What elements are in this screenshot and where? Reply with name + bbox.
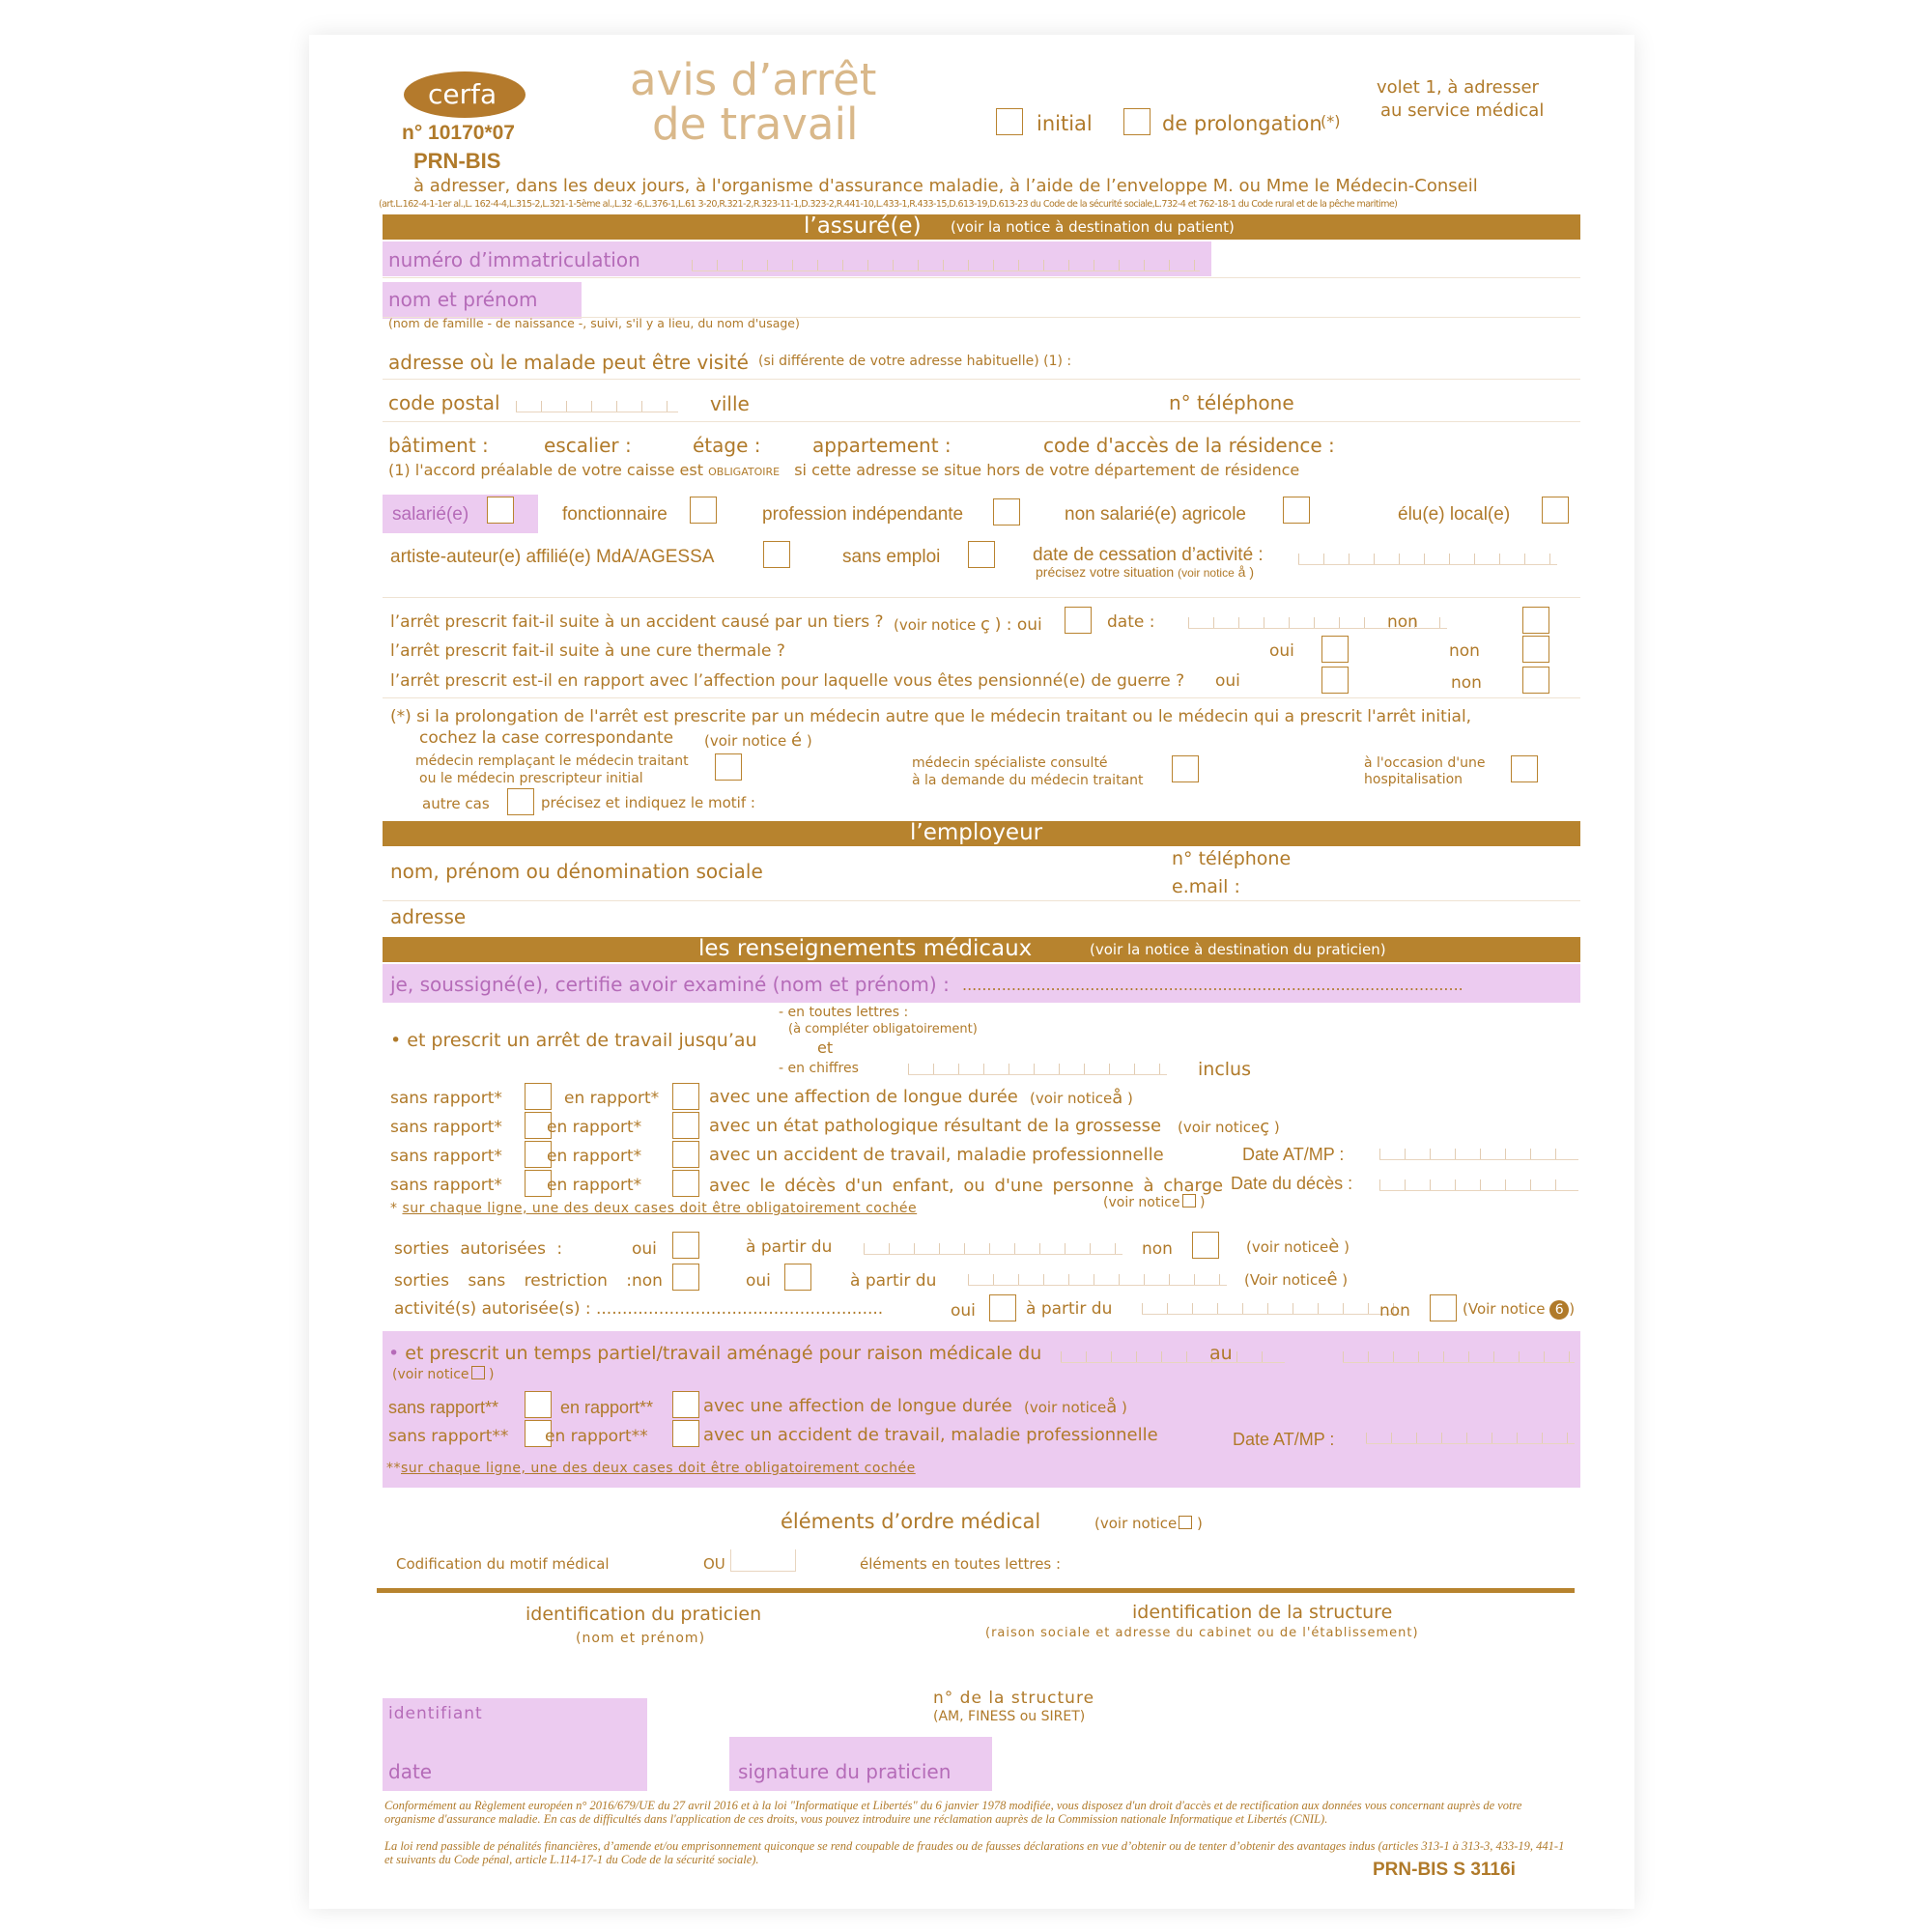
hospitalisation-checkbox[interactable]: [1511, 755, 1538, 782]
tiers-non-checkbox[interactable]: [1522, 607, 1549, 634]
sans-emploi-label: sans emploi: [842, 547, 941, 567]
codification-label: Codification du motif médical: [396, 1555, 610, 1573]
activites-a-partir-label: à partir du: [1026, 1299, 1113, 1319]
en-rapport2-checkbox[interactable]: [672, 1420, 699, 1447]
code-postal-comb[interactable]: [516, 392, 678, 412]
elu-label: élu(e) local(e): [1398, 504, 1511, 525]
deces-note-box: [1182, 1194, 1196, 1208]
artiste-checkbox[interactable]: [763, 541, 790, 568]
volet-line2: au service médical: [1380, 100, 1545, 121]
activites-oui-checkbox[interactable]: [989, 1294, 1016, 1321]
sorties-sans-non-checkbox[interactable]: [672, 1264, 699, 1291]
cerfa-logo-text: cerfa: [428, 78, 497, 110]
ald-label: avec une affection de longue durée: [709, 1087, 1018, 1107]
fonctionnaire-label: fonctionnaire: [562, 504, 668, 525]
en-rapport-checkbox[interactable]: [672, 1170, 699, 1197]
cure-oui-checkbox[interactable]: [1321, 636, 1349, 663]
sorties-sans-note: (Voir noticeê ): [1244, 1269, 1349, 1290]
adresse-note: (si différente de votre adresse habituelle) (1) :: [758, 354, 1072, 369]
page-title-line1: avis d’arrêt: [630, 54, 877, 105]
cessation-note-text: précisez votre situation: [1036, 564, 1175, 580]
specialiste-checkbox[interactable]: [1172, 755, 1199, 782]
row-line: [383, 317, 1580, 318]
code-acces-label: code d'accès de la résidence :: [1043, 434, 1335, 457]
sorties-label: sorties autorisées :: [394, 1239, 563, 1259]
chiffres-label: - en chiffres: [779, 1061, 859, 1076]
immatriculation-comb[interactable]: [692, 251, 1200, 271]
prescrit-label: [390, 1030, 757, 1051]
cure-non-checkbox[interactable]: [1522, 636, 1549, 663]
chiffres-comb[interactable]: [908, 1055, 1167, 1075]
tp-date-atmp-label: Date AT/MP :: [1233, 1430, 1335, 1449]
lettres-label: - en toutes lettres :: [779, 1005, 909, 1020]
tp-atmp-label: avec un accident de travail, maladie professionnelle: [703, 1425, 1158, 1445]
tiers-non-label: non: [1387, 612, 1418, 632]
batiment-label: bâtiment :: [388, 434, 489, 457]
activites-non-label: non: [1379, 1301, 1410, 1321]
en-rapport2-label: en rapport**: [560, 1398, 654, 1417]
grossesse-label: avec un état pathologique résultant de la grossesse: [709, 1116, 1162, 1136]
penal-text: La loi rend passible de pénalités financières, d’amende et/ou emprisonnement quiconque se rend coupable de fraudes ou de fausses déclarations en vue d’obtenir ou de tenter d’obtenir des avantages indus (articles 313-1 à 313-3, 433-19, 441-1 et suivants du Code pénal, article L.114-17-1 du Code de la sécurité sociale).: [384, 1839, 1565, 1866]
tp-from-comb[interactable]: [1061, 1343, 1285, 1363]
sorties-sans-note-glyph: ê: [1326, 1269, 1338, 1290]
note1-c: si cette adresse se situe hors de votre département de résidence: [794, 461, 1300, 479]
sorties-sans-label: sorties sans restriction :: [394, 1271, 633, 1291]
sorties-sans-date-comb[interactable]: [968, 1265, 1227, 1286]
cure-question: l’arrêt prescrit fait-il suite à une cure thermale ?: [390, 641, 785, 661]
temps-partiel-text: et prescrit un temps partiel/travail aménagé pour raison médicale du: [405, 1343, 1042, 1364]
structure-title: identification de la structure: [1132, 1602, 1393, 1623]
sorties-non-label: non: [1142, 1239, 1173, 1259]
tp-note: (voir notice ): [392, 1367, 495, 1382]
elements-note-box: [1179, 1516, 1192, 1529]
initial-checkbox[interactable]: [996, 108, 1023, 135]
section-bar-employeur: [383, 821, 1580, 846]
et-label: et: [817, 1038, 834, 1057]
sorties-note-glyph: è: [1328, 1236, 1340, 1257]
hospitalisation-line1: à l'occasion d'une: [1364, 755, 1486, 771]
signature-label: signature du praticien: [738, 1760, 952, 1783]
guerre-oui-checkbox[interactable]: [1321, 667, 1349, 694]
activites-non-checkbox[interactable]: [1430, 1294, 1457, 1321]
n-structure-label: n° de la structure: [933, 1689, 1095, 1708]
sorties-non-checkbox[interactable]: [1192, 1232, 1219, 1259]
activites-oui-label: oui: [951, 1301, 976, 1321]
section-title-employeur: l’employeur: [910, 820, 1043, 845]
deces-label: avec le décès d'un enfant, ou d'une personne à charge: [709, 1176, 1224, 1196]
remplacant-checkbox[interactable]: [715, 753, 742, 781]
etage-label: étage :: [693, 434, 761, 457]
sorties-sans-note-voir: (Voir notice: [1244, 1271, 1327, 1289]
tiers-oui-label: ) : oui: [994, 615, 1042, 635]
en-rapport2-label: en rapport**: [545, 1427, 648, 1446]
grossesse-note: (voir noticeç ): [1178, 1117, 1280, 1137]
en-rapport-checkbox[interactable]: [672, 1141, 699, 1168]
date-deces-label: Date du décès :: [1231, 1174, 1353, 1193]
activites-label: activité(s) autorisée(s) : .......................................................: [394, 1299, 884, 1319]
agricole-checkbox[interactable]: [1283, 497, 1310, 524]
prolong-note-voir: (voir notice: [704, 732, 787, 750]
remplacant-line2: ou le médecin prescripteur initial: [419, 771, 643, 786]
volet-line1: volet 1, à adresser: [1377, 77, 1539, 98]
cure-oui-label: oui: [1269, 641, 1294, 661]
bullet: •: [390, 1030, 408, 1051]
sans-rapport-label: sans rapport*: [390, 1118, 502, 1137]
initial-label: initial: [1037, 112, 1093, 135]
sorties-sans-non-label: non: [632, 1271, 663, 1291]
row-line: [383, 379, 1580, 380]
cure-non-label: non: [1449, 641, 1480, 661]
salarie-label: salarié(e): [392, 504, 469, 525]
date-label: date: [388, 1760, 433, 1783]
tiers-oui-checkbox[interactable]: [1065, 607, 1092, 634]
sorties-sans-oui-checkbox[interactable]: [784, 1264, 811, 1291]
cessation-label: date de cessation d’activité :: [1033, 545, 1264, 565]
tp-ald-note-glyph: å: [1106, 1397, 1118, 1417]
tp-date-atmp-comb[interactable]: [1366, 1424, 1575, 1444]
activites-date-comb[interactable]: [1142, 1294, 1401, 1315]
independant-label: profession indépendante: [762, 504, 964, 525]
appartement-label: appartement :: [812, 434, 952, 457]
ald-note-glyph: å: [1112, 1088, 1123, 1108]
cessation-comb[interactable]: [1298, 545, 1557, 565]
row-line: [383, 277, 1580, 278]
sans-rapport-label: sans rapport*: [390, 1147, 502, 1166]
section-note-assure: (voir la notice à destination du patient): [951, 218, 1235, 236]
precisez-label: précisez et indiquez le motif :: [541, 794, 755, 811]
section-title-assure: l’assuré(e): [804, 213, 922, 239]
cerfa-number: n° 10170*07: [402, 122, 515, 144]
en-rapport-label: en rapport*: [564, 1089, 660, 1108]
sorties-note: (voir noticeè ): [1246, 1236, 1350, 1257]
sorties-oui-label: oui: [632, 1239, 657, 1259]
ald-note-voir: (voir notice: [1030, 1090, 1113, 1107]
note1-b: OBLIGATOIRE: [708, 466, 781, 478]
inclus-label: inclus: [1198, 1059, 1251, 1080]
grossesse-note-glyph: ç: [1260, 1117, 1270, 1137]
tp-au-label: au: [1209, 1343, 1233, 1364]
cnil-text: Conformément au Règlement européen n° 2016/679/UE du 27 avril 2016 et à la loi "Informatique et Libertés" du 6 janvier 1978 modifiée, vous disposez d'un droit d'accès et de rectification aux données vous concernant auprès de votre organisme d'assurance maladie. En cas de difficultés dans l'application de ces droits, vous pouvez introduire une réclamation auprès de la Commission nationale Informatique et Libertés (CNIL).: [384, 1799, 1522, 1826]
section-bar-medical: [383, 937, 1580, 962]
deces-note-voir: (voir notice: [1103, 1195, 1180, 1210]
employeur-nom-label: nom, prénom ou dénomination sociale: [390, 860, 763, 883]
footer-code: PRN-BIS S 3116i: [1373, 1860, 1516, 1880]
praticien-note: (nom et prénom): [576, 1631, 706, 1646]
telephone-label: n° téléphone: [1169, 391, 1294, 414]
sans-emploi-checkbox[interactable]: [968, 541, 995, 568]
activites-note-voir: (Voir notice: [1463, 1300, 1546, 1318]
fonctionnaire-checkbox[interactable]: [690, 497, 717, 524]
prescrit-text: et prescrit un arrêt de travail jusqu’au: [407, 1030, 757, 1051]
sans-rapport2-label: sans rapport**: [388, 1427, 509, 1446]
prolong-note: (voir notice é ): [704, 730, 812, 751]
sorties-sans-a-partir-label: à partir du: [850, 1271, 937, 1291]
nom-note: (nom de famille - de naissance -, suivi, s'il y a lieu, du nom d'usage): [388, 316, 800, 330]
autre-cas-label: autre cas: [422, 795, 490, 812]
salarie-checkbox[interactable]: [487, 497, 514, 524]
en-rapport2-checkbox[interactable]: [672, 1391, 699, 1418]
row-line: [383, 597, 1580, 598]
tp-ald-note: (voir noticeå ): [1024, 1397, 1127, 1417]
specialiste-line1: médecin spécialiste consulté: [912, 755, 1108, 771]
remplacant-line1: médecin remplaçant le médecin traitant: [415, 753, 689, 769]
en-rapport-label: en rapport*: [547, 1118, 642, 1137]
hospitalisation-line2: hospitalisation: [1364, 772, 1463, 787]
tp-note-voir: (voir notice: [392, 1367, 469, 1382]
footnote1-text: sur chaque ligne, une des deux cases doit être obligatoirement cochée: [402, 1201, 918, 1216]
n-structure-note: (AM, FINESS ou SIRET): [933, 1709, 1086, 1724]
row-line: [383, 421, 1580, 422]
footnote1: * sur chaque ligne, une des deux cases doit être obligatoirement cochée: [390, 1201, 918, 1216]
activites-note-num: 6: [1549, 1300, 1569, 1320]
tp-ald-note-voir: (voir notice: [1024, 1399, 1107, 1416]
elements-title: éléments d’ordre médical: [781, 1510, 1041, 1533]
form-code: PRN-BIS: [413, 149, 501, 173]
tiers-date-label: date :: [1107, 612, 1155, 632]
tp-to-comb[interactable]: [1343, 1343, 1575, 1363]
tiers-question: l’arrêt prescrit fait-il suite à un accident causé par un tiers ?: [390, 612, 884, 632]
employeur-email-label: e.mail :: [1172, 876, 1240, 897]
elu-checkbox[interactable]: [1542, 497, 1569, 524]
prolongation-mark: (*): [1321, 112, 1341, 130]
nom-label: nom et prénom: [388, 288, 538, 311]
ville-label: ville: [710, 392, 750, 415]
tiers-note-glyph: ç: [980, 614, 990, 635]
structure-note: (raison sociale et adresse du cabinet ou de l'établissement): [985, 1626, 1419, 1640]
section-title-medical: les renseignements médicaux: [698, 936, 1033, 961]
soussigne-label: je, soussigné(e), certifie avoir examiné (nom et prénom) :: [390, 973, 950, 996]
tiers-note-voir: (voir notice: [894, 616, 977, 634]
row-line: [383, 697, 1580, 698]
elements-lettres-label: éléments en toutes lettres :: [860, 1555, 1062, 1573]
elements-note-voir: (voir notice: [1094, 1515, 1178, 1532]
artiste-label: artiste-auteur(e) affilié(e) MdA/AGESSA: [390, 547, 715, 567]
sorties-oui-checkbox[interactable]: [672, 1232, 699, 1259]
page-title-line2: de travail: [652, 99, 859, 150]
cessation-note-voir: (voir notice: [1178, 566, 1235, 580]
note1: [388, 461, 1299, 479]
sans-rapport-checkbox[interactable]: [525, 1083, 552, 1110]
atmp-label: avec un accident de travail, maladie professionnelle: [709, 1145, 1164, 1165]
autre-cas-checkbox[interactable]: [507, 788, 534, 815]
note1-a: (1) l'accord préalable de votre caisse est: [388, 461, 704, 479]
footnote2-text: sur chaque ligne, une des deux cases doit être obligatoirement cochée: [401, 1461, 916, 1476]
legal-references: (art.L.162-4-1-1er al.,L. 162-4-4,L.315-2,L.321-1-5ème al.,L.32 -6,L.376-1,L.61 3-20,R.321-2,R.323-11-1,D.323-2,R.441-10,L.433-1,R.433-15,D.613-19,D.613-23 du Code de la sécurité sociale,L.732-4 et 762-18-1 du Code rural et de la pêche maritime): [379, 199, 1398, 210]
independant-checkbox[interactable]: [993, 498, 1020, 526]
section-bar-assure: [383, 214, 1580, 240]
sorties-sans-oui-label: oui: [746, 1271, 771, 1291]
deces-note: (voir notice ): [1103, 1195, 1206, 1210]
escalier-label: escalier :: [544, 434, 632, 457]
sans-rapport2-checkbox[interactable]: [525, 1391, 552, 1418]
temps-partiel-label: • et prescrit un temps partiel/travail aménagé pour raison médicale du: [388, 1343, 1042, 1364]
tiers-note: [894, 614, 1042, 635]
guerre-non-label: non: [1451, 673, 1482, 693]
row-line: [383, 900, 1580, 901]
date-atmp-comb[interactable]: [1379, 1140, 1578, 1160]
tp-ald-label: avec une affection de longue durée: [703, 1396, 1012, 1416]
ou-label: OU: [703, 1555, 725, 1573]
footnote2: **sur chaque ligne, une des deux cases doit être obligatoirement cochée: [386, 1461, 916, 1476]
guerre-oui-label: oui: [1215, 671, 1240, 691]
en-rapport-label: en rapport*: [547, 1147, 642, 1166]
date-atmp-label: Date AT/MP :: [1242, 1145, 1345, 1164]
sans-rapport-label: sans rapport*: [390, 1176, 502, 1195]
immatriculation-label: numéro d’immatriculation: [388, 248, 640, 271]
address-instruction: à adresser, dans les deux jours, à l'organisme d'assurance maladie, à l’aide de l’enveloppe M. ou Mme le Médecin-Conseil: [413, 176, 1478, 196]
sans-rapport2-label: sans rapport**: [388, 1398, 499, 1417]
soussigne-dots[interactable]: ......................................................................................................: [962, 976, 1463, 994]
employeur-adresse-label: adresse: [390, 905, 467, 928]
prolong-note-glyph: é: [791, 730, 803, 751]
identifiant-label: identifiant: [388, 1704, 483, 1723]
divider: [377, 1588, 1575, 1593]
elements-note: (voir notice ): [1094, 1515, 1203, 1532]
section-note-medical: (voir la notice à destination du praticien): [1090, 941, 1386, 958]
lettres-note: (à compléter obligatoirement): [788, 1022, 978, 1037]
sorties-date-comb[interactable]: [864, 1235, 1122, 1255]
agricole-label: non salarié(e) agricole: [1065, 504, 1246, 525]
en-rapport-label: en rapport*: [547, 1176, 642, 1195]
adresse-label: adresse où le malade peut être visité: [388, 351, 749, 374]
tp-note-box: [471, 1366, 485, 1379]
sans-rapport-label: sans rapport*: [390, 1089, 502, 1108]
sorties-a-partir-label: à partir du: [746, 1237, 833, 1257]
codification-field[interactable]: [730, 1549, 796, 1572]
en-rapport-checkbox[interactable]: [672, 1083, 699, 1110]
praticien-title: identification du praticien: [526, 1604, 762, 1625]
code-postal-label: code postal: [388, 391, 500, 414]
cessation-note: précisez votre situation (voir notice å ): [1036, 564, 1255, 580]
grossesse-note-voir: (voir notice: [1178, 1119, 1261, 1136]
date-deces-comb[interactable]: [1379, 1171, 1578, 1191]
guerre-non-checkbox[interactable]: [1522, 667, 1549, 694]
prolongation-checkbox[interactable]: [1123, 108, 1151, 135]
guerre-question: l’arrêt prescrit est-il en rapport avec l’affection pour laquelle vous êtes pensionné(e) de guerre ?: [390, 671, 1185, 691]
prolongation-label: de prolongation: [1162, 112, 1322, 135]
ald-note: (voir noticeå ): [1030, 1088, 1133, 1108]
prolong-text2: cochez la case correspondante: [419, 728, 674, 748]
prolong-text: (*) si la prolongation de l'arrêt est prescrite par un médecin autre que le médecin traitant ou le médecin qui a prescrit l'arrêt initial,: [390, 707, 1472, 726]
en-rapport-checkbox[interactable]: [672, 1112, 699, 1139]
activites-note: (Voir notice 6 ): [1463, 1300, 1576, 1318]
employeur-telephone-label: n° téléphone: [1172, 848, 1292, 869]
sorties-note-voir: (voir notice: [1246, 1238, 1329, 1256]
specialiste-line2: à la demande du médecin traitant: [912, 773, 1144, 788]
cessation-note-glyph: å: [1237, 564, 1246, 580]
